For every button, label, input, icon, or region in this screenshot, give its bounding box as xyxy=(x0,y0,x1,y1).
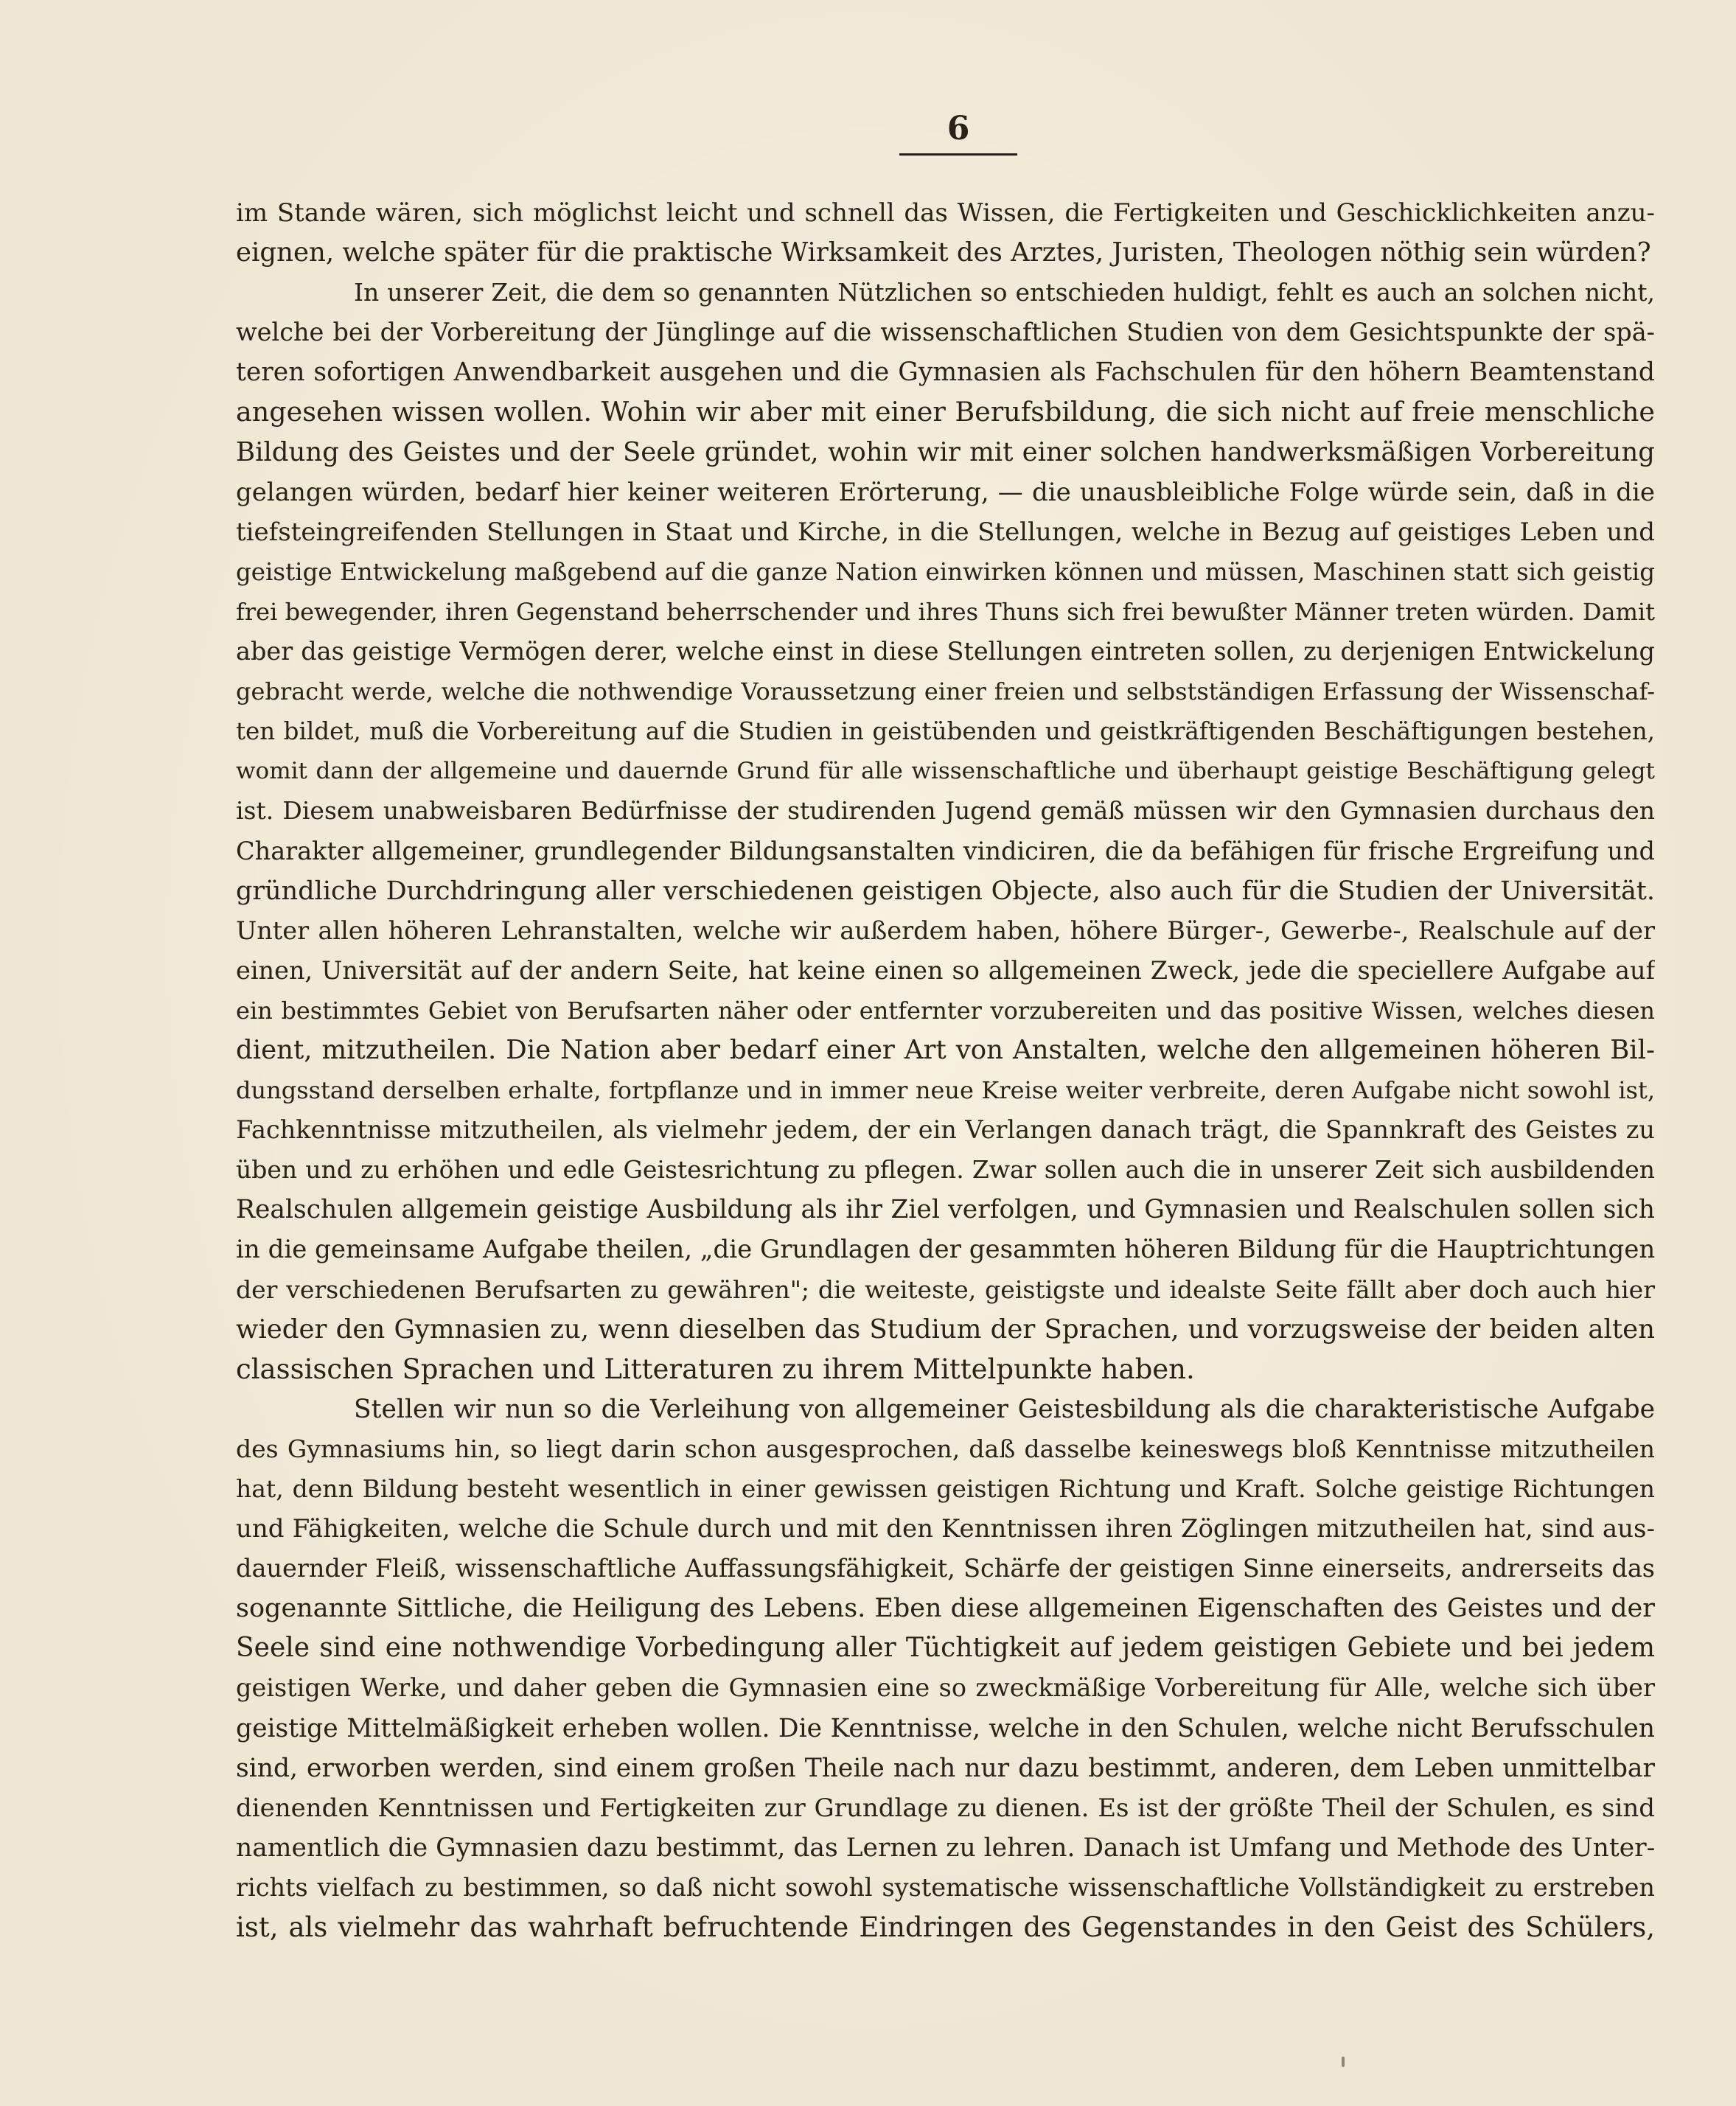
text-line: dungsstand derselben erhalte, fortpflanze und in immer neue Kreise weiter verbreite, deren Aufgabe nicht sowohl ist, xyxy=(236,1076,1655,1105)
paper-speck xyxy=(1342,2057,1345,2067)
body-text xyxy=(236,193,1655,1948)
text-line: Bildung des Geistes und der Seele gründet, wohin wir mit einer solchen handwerksmäßigen Vorbereitung xyxy=(236,436,1655,467)
text-line: welche bei der Vorbereitung der Jünglinge auf die wissenschaftlichen Studien von dem Gesichtspunkte der spä- xyxy=(236,318,1655,347)
text-line: in die gemeinsame Aufgabe theilen, „die Grundlagen der gesammten höheren Bildung für die Hauptrichtungen xyxy=(236,1235,1655,1265)
text-line: des Gymnasiums hin, so liegt darin schon ausgesprochen, daß dasselbe keineswegs bloß Kenntnisse mitzutheilen xyxy=(236,1434,1655,1463)
text-line: dient, mitzutheilen. Die Nation aber bedarf einer Art von Anstalten, welche den allgemeinen höheren Bil- xyxy=(236,1034,1655,1065)
text-line: geistigen Werke, und daher geben die Gymnasien eine so zweckmäßige Vorbereitung für Alle, welche sich über xyxy=(236,1673,1655,1703)
paragraph-2 xyxy=(236,273,1655,1390)
text-line: eignen, welche später für die praktische Wirksamkeit des Arztes, Juristen, Theologen nöthig sein würden? xyxy=(236,237,1651,268)
text-line: dienenden Kenntnissen und Fertigkeiten zur Grundlage zu dienen. Es ist der größte Theil der Schulen, es sind xyxy=(236,1793,1655,1823)
text-line: ist, als vielmehr das wahrhaft befruchtende Eindringen des Gegenstandes in den Geist des Schülers, xyxy=(236,1911,1655,1944)
text-line: namentlich die Gymnasien dazu bestimmt, das Lernen zu lehren. Danach ist Umfang und Methode des Unter- xyxy=(236,1833,1655,1863)
paragraph-3 xyxy=(236,1390,1655,1948)
header-rule xyxy=(899,153,1017,156)
text-line: aber das geistige Vermögen derer, welche einst in diese Stellungen eintreten sollen, zu derjenigen Entwickelung xyxy=(236,637,1655,666)
text-line: einen, Universität auf der andern Seite, hat keine einen so allgemeinen Zweck, jede die speciellere Aufgabe auf xyxy=(236,955,1655,985)
page-header xyxy=(899,111,1017,156)
text-line: hat, denn Bildung besteht wesentlich in einer gewissen geistigen Richtung und Kraft. Solche geistige Richtungen xyxy=(236,1474,1655,1503)
text-line: womit dann der allgemeine und dauernde Grund für alle wissenschaftliche und überhaupt geistige Beschäftigung gelegt xyxy=(236,758,1655,785)
text-line: üben und zu erhöhen und edle Geistesrichtung zu pflegen. Zwar sollen auch die in unserer Zeit sich ausbildenden xyxy=(236,1155,1655,1185)
text-line: In unserer Zeit, die dem so genannten Nützlichen so entschieden huldigt, fehlt es auch an solchen nicht, xyxy=(354,278,1655,307)
paragraph-1 xyxy=(236,193,1655,273)
text-line: Unter allen höheren Lehranstalten, welche wir außerdem haben, höhere Bürger-, Gewerbe-, Realschule auf der xyxy=(236,916,1655,945)
text-line: Charakter allgemeiner, grundlegender Bildungsanstalten vindiciren, die da befähigen für frische Ergreifung und xyxy=(236,836,1655,865)
text-line: gründliche Durchdringung aller verschiedenen geistigen Objecte, also auch für die Studien der Universität. xyxy=(236,876,1655,906)
text-line: Stellen wir nun so die Verleihung von allgemeiner Geistesbildung als die charakteristische Aufgabe xyxy=(354,1394,1655,1424)
text-line: geistige Entwickelung maßgebend auf die ganze Nation einwirken können und müssen, Maschinen statt sich geistig xyxy=(236,557,1655,586)
text-line: ten bildet, muß die Vorbereitung auf die Studien in geistübenden und geistkräftigenden Beschäftigungen bestehen, xyxy=(236,717,1655,746)
text-line: der verschiedenen Berufsarten zu gewähren"; die weiteste, geistigste und idealste Seite fällt aber doch auch hier xyxy=(236,1275,1655,1304)
text-line: teren sofortigen Anwendbarkeit ausgehen und die Gymnasien als Fachschulen für den höhern Beamtenstand xyxy=(236,358,1655,388)
text-line: frei bewegender, ihren Gegenstand beherrschender und ihres Thuns sich frei bewußter Männer treten würden. Damit xyxy=(236,597,1655,626)
text-line: angesehen wissen wollen. Wohin wir aber mit einer Berufsbildung, die sich nicht auf freie menschliche xyxy=(236,396,1655,428)
text-line: im Stande wären, sich möglichst leicht und schnell das Wissen, die Fertigkeiten und Geschicklichkeiten anzu- xyxy=(236,198,1655,228)
text-line: richts vielfach zu bestimmen, so daß nicht sowohl systematische wissenschaftliche Vollständigkeit zu erstreben xyxy=(236,1872,1655,1902)
text-line: sind, erworben werden, sind einem großen Theile nach nur dazu bestimmt, anderen, dem Leben unmittelbar xyxy=(236,1753,1655,1783)
text-line: ein bestimmtes Gebiet von Berufsarten näher oder entfernter vorzubereiten und das positive Wissen, welches diesen xyxy=(236,996,1655,1025)
text-line: Seele sind eine nothwendige Vorbedingung aller Tüchtigkeit auf jedem geistigen Gebiete und bei jedem xyxy=(236,1633,1655,1664)
page-number: 6 xyxy=(947,110,970,147)
text-line: wieder den Gymnasien zu, wenn dieselben das Studium der Sprachen, und vorzugsweise der beiden alten xyxy=(236,1314,1655,1345)
text-line: gelangen würden, bedarf hier keiner weiteren Erörterung, — die unausbleibliche Folge würde sein, daß in die xyxy=(236,477,1655,507)
text-line: gebracht werde, welche die nothwendige Voraussetzung einer freien und selbstständigen Erfassung der Wissenschaf- xyxy=(236,677,1655,706)
text-line: geistige Mittelmäßigkeit erheben wollen. Die Kenntnisse, welche in den Schulen, welche nicht Berufsschulen xyxy=(236,1713,1655,1743)
text-line: tiefsteingreifenden Stellungen in Staat und Kirche, in die Stellungen, welche in Bezug auf geistiges Leben und xyxy=(236,517,1655,547)
text-line: und Fähigkeiten, welche die Schule durch und mit den Kenntnissen ihren Zöglingen mitzutheilen hat, sind aus- xyxy=(236,1514,1655,1544)
text-line: Fachkenntnisse mitzutheilen, als vielmehr jedem, der ein Verlangen danach trägt, die Spannkraft des Geistes zu xyxy=(236,1115,1655,1145)
text-line: Realschulen allgemein geistige Ausbildung als ihr Ziel verfolgen, und Gymnasien und Realschulen sollen sich xyxy=(236,1195,1655,1225)
text-line: sogenannte Sittliche, die Heiligung des Lebens. Eben diese allgemeinen Eigenschaften des Geistes und der xyxy=(236,1594,1655,1624)
text-line: classischen Sprachen und Litteraturen zu ihrem Mittelpunkte haben. xyxy=(236,1353,1195,1385)
text-line: ist. Diesem unabweisbaren Bedürfnisse der studirenden Jugend gemäß müssen wir den Gymnasien durchaus den xyxy=(236,796,1655,826)
text-line: dauernder Fleiß, wissenschaftliche Auffassungsfähigkeit, Schärfe der geistigen Sinne einerseits, andrerseits das xyxy=(236,1554,1655,1583)
